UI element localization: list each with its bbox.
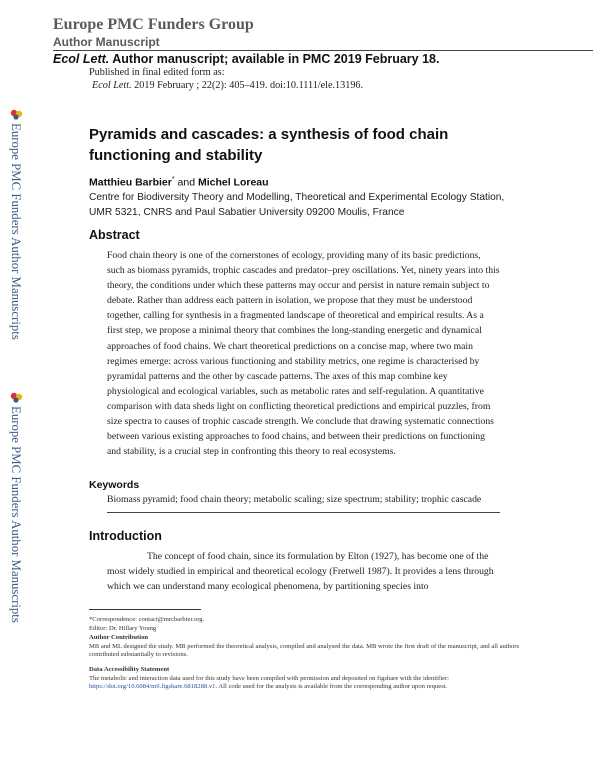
sidebar-text: Europe PMC Funders Author Manuscripts — [9, 123, 23, 340]
abstract-text: Food chain theory is one of the cornerstones of ecology, providing many of its basic predictions, such as biomass pyramids, trophic cascades and predator–prey oscillations. Yet, ninety years into this theory, the conditions under which these patterns may occur and persist in nature remain subject to debate. Rather than address each pattern in isolation, we propose that they must be understood together, calling for synthesis in a fragmented landscape of theoretical and empirical results. As a first step, we propose a minimal theory that combines the long-standing energetic and dynamical approaches of food chains. We chart theoretical predictions on a concise map, where two main regimes emerge: across various functioning and stability metrics, one regime is characterised by pyramidal patterns and the other by cascade patterns. The axes of this map combine key physiological and ecological variables, such as metabolic rates and self-regulation. A quantitative comparison with data sheds light on conflicting theoretical predictions and empirical puzzles, from size spectra to causes of trophic cascade strength. We conclude that drawing systematic connections between various existing approaches to food chains, and between their predictions on functioning and stability, is a crucial step in confronting this theory to real ecosystems. — [107, 250, 500, 458]
contribution-heading: Author Contribution — [89, 634, 149, 642]
publication-citation — [89, 79, 363, 92]
publication-details: 2019 February ; 22(2): 405–419. doi:10.1111/ele.13196. — [131, 80, 364, 91]
author-list — [89, 176, 269, 189]
article-title: Pyramids and cascades: a synthesis of food chain functioning and stability — [89, 126, 449, 164]
introduction-heading: Introduction — [89, 529, 162, 543]
header-divider — [53, 50, 593, 51]
correspondence-note: *Correspondence: contact@mrcbarbier.org. — [89, 616, 205, 623]
sidebar-text: Europe PMC Funders Author Manuscripts — [9, 406, 23, 623]
editor-note: Editor: Dr. Hillary Young — [89, 624, 157, 632]
footnotes — [89, 616, 519, 692]
keywords-heading: Keywords — [89, 479, 140, 491]
publication-journal: Ecol Lett. — [92, 80, 132, 91]
author-manuscript-label: Author Manuscript — [53, 35, 160, 49]
correspondence-mark: * — [171, 176, 175, 183]
author-name: Michel Loreau — [197, 176, 269, 189]
figshare-link[interactable]: https://doi.org/10.6084/m9.figshare.6818288.v1 — [89, 683, 216, 691]
europe-pmc-logo-icon — [10, 392, 23, 403]
data-accessibility-heading: Data Accessibility Statement — [89, 665, 170, 673]
data-text-part2: . All code used for the analysis is available from the corresponding author upon request. — [215, 683, 448, 691]
publication-info — [89, 66, 363, 92]
data-accessibility-text — [89, 675, 519, 692]
author-name: Matthieu Barbier — [89, 176, 172, 189]
publication-intro: Published in final edited form as: — [89, 67, 225, 78]
journal-availability — [53, 52, 593, 67]
europe-pmc-logo-icon — [10, 109, 23, 120]
manuscript-header — [53, 16, 593, 67]
contribution-text: MB and ML designed the study. MB performed the theoretical analysis, compiled and analysed the data. MB wrote the first draft of the manuscript, and all authors contributed substantially to revisions. — [89, 642, 520, 659]
journal-abbrev: Ecol Lett. — [53, 52, 110, 66]
footnote-divider — [89, 609, 201, 610]
abstract-heading: Abstract — [89, 228, 140, 242]
data-text-part1: The metabolic and interaction data used for this study have been compiled with permission and deposited on figshare with the identifier: — [89, 674, 449, 682]
keywords-text: Biomass pyramid; food chain theory; metabolic scaling; size spectrum; stability; trophic cascade — [107, 494, 482, 505]
keywords-divider — [107, 512, 500, 513]
introduction-text: The concept of food chain, since its formulation by Elton (1927), has become one of the most widely studied in empirical and theoretical ecology (Fretwell 1987). It provides a lens through which we can understand many ecological phenomena, by partitioning species into — [107, 551, 494, 593]
affiliation: Centre for Biodiversity Theory and Modelling, Theoretical and Experimental Ecology Station, UMR 5321, CNRS and Paul Sabatier University 09200 Moulis, France — [89, 192, 505, 218]
funders-group-title: Europe PMC Funders Group — [53, 16, 254, 33]
availability-text: Author manuscript; available in PMC 2019 February 18. — [109, 52, 440, 66]
author-join: and — [174, 176, 198, 189]
